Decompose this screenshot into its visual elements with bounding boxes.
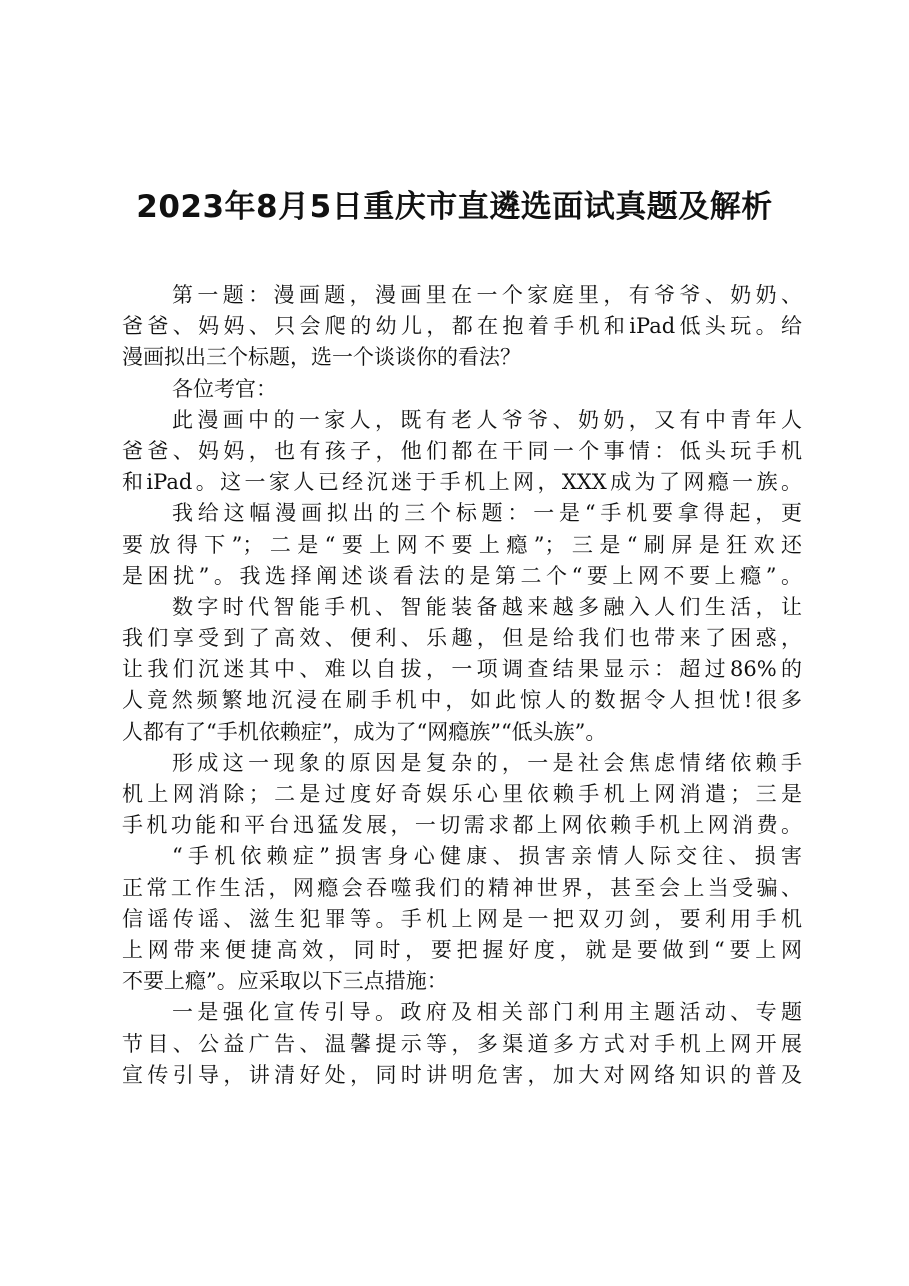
- paragraph-line: 人都有了“手机依赖症”，成为了“网瘾族”“低头族”。: [122, 719, 607, 744]
- paragraph-line: 宣传引导，讲清好处，同时讲明危害，加大对网络知识的普及: [122, 1062, 802, 1087]
- paragraph-line: 漫画拟出三个标题，选一个谈谈你的看法？: [122, 345, 521, 370]
- paragraph-line: “手机依赖症”损害身心健康、损害亲情人际交往、损害: [172, 844, 802, 869]
- paragraph-line: 数字时代智能手机、智能装备越来越多融入人们生活，让: [172, 594, 802, 619]
- paragraph-line: 第一题：漫画题，漫画里在一个家庭里，有爷爷、奶奶、: [172, 283, 802, 307]
- paragraph-line: 我们享受到了高效、便利、乐趣，但是给我们也带来了困惑，: [122, 626, 802, 651]
- paragraph-line: 我给这幅漫画拟出的三个标题：一是“手机要拿得起，更: [172, 501, 802, 526]
- document-title: 2023年8月5日重庆市直遴选面试真题及解析: [136, 189, 773, 225]
- paragraph-line: 不要上瘾”。应采取以下三点措施：: [122, 969, 448, 994]
- paragraph-line: 要放得下”；二是“要上网不要上瘾”；三是“刷屏是狂欢还: [122, 532, 802, 557]
- paragraph-line: 正常工作生活，网瘾会吞噬我们的精神世界，甚至会上当受骗、: [122, 875, 802, 900]
- paragraph-line: 爸爸、妈妈、只会爬的幼儿，都在抱着手机和iPad低头玩。给: [122, 314, 802, 339]
- paragraph-line: 各位考官：: [172, 376, 277, 401]
- paragraph-line: 节目、公益广告、温馨提示等，多渠道多方式对手机上网开展: [122, 1031, 802, 1056]
- paragraph-line: 爸爸、妈妈，也有孩子，他们都在干同一个事情：低头玩手机: [122, 438, 802, 463]
- paragraph-line: 手机功能和平台迅猛发展，一切需求都上网依赖手机上网消费。: [122, 813, 802, 838]
- paragraph-line: 是困扰”。我选择阐述谈看法的是第二个“要上网不要上瘾”。: [122, 563, 802, 588]
- paragraph-line: 此漫画中的一家人，既有老人爷爷、奶奶，又有中青年人: [172, 407, 802, 432]
- paragraph-line: 人竟然频繁地沉浸在刷手机中，如此惊人的数据令人担忧!很多: [122, 688, 802, 713]
- paragraph-line: 让我们沉迷其中、难以自拔，一项调查结果显示：超过86%的: [122, 657, 802, 682]
- paragraph-line: 机上网消除；二是过度好奇娱乐心里依赖手机上网消遣；三是: [122, 782, 802, 806]
- paragraph-line: 和iPad。这一家人已经沉迷于手机上网，XXX成为了网瘾一族。: [122, 470, 802, 495]
- document-body: [122, 280, 802, 1091]
- paragraph-line: 信谣传谣、滋生犯罪等。手机上网是一把双刃剑，要利用手机: [122, 906, 802, 931]
- paragraph-line: 一是强化宣传引导。政府及相关部门利用主题活动、专题: [172, 1000, 802, 1025]
- paragraph-line: 形成这一现象的原因是复杂的，一是社会焦虑情绪依赖手: [172, 750, 802, 775]
- paragraph-line: 上网带来便捷高效，同时，要把握好度，就是要做到“要上网: [122, 937, 802, 962]
